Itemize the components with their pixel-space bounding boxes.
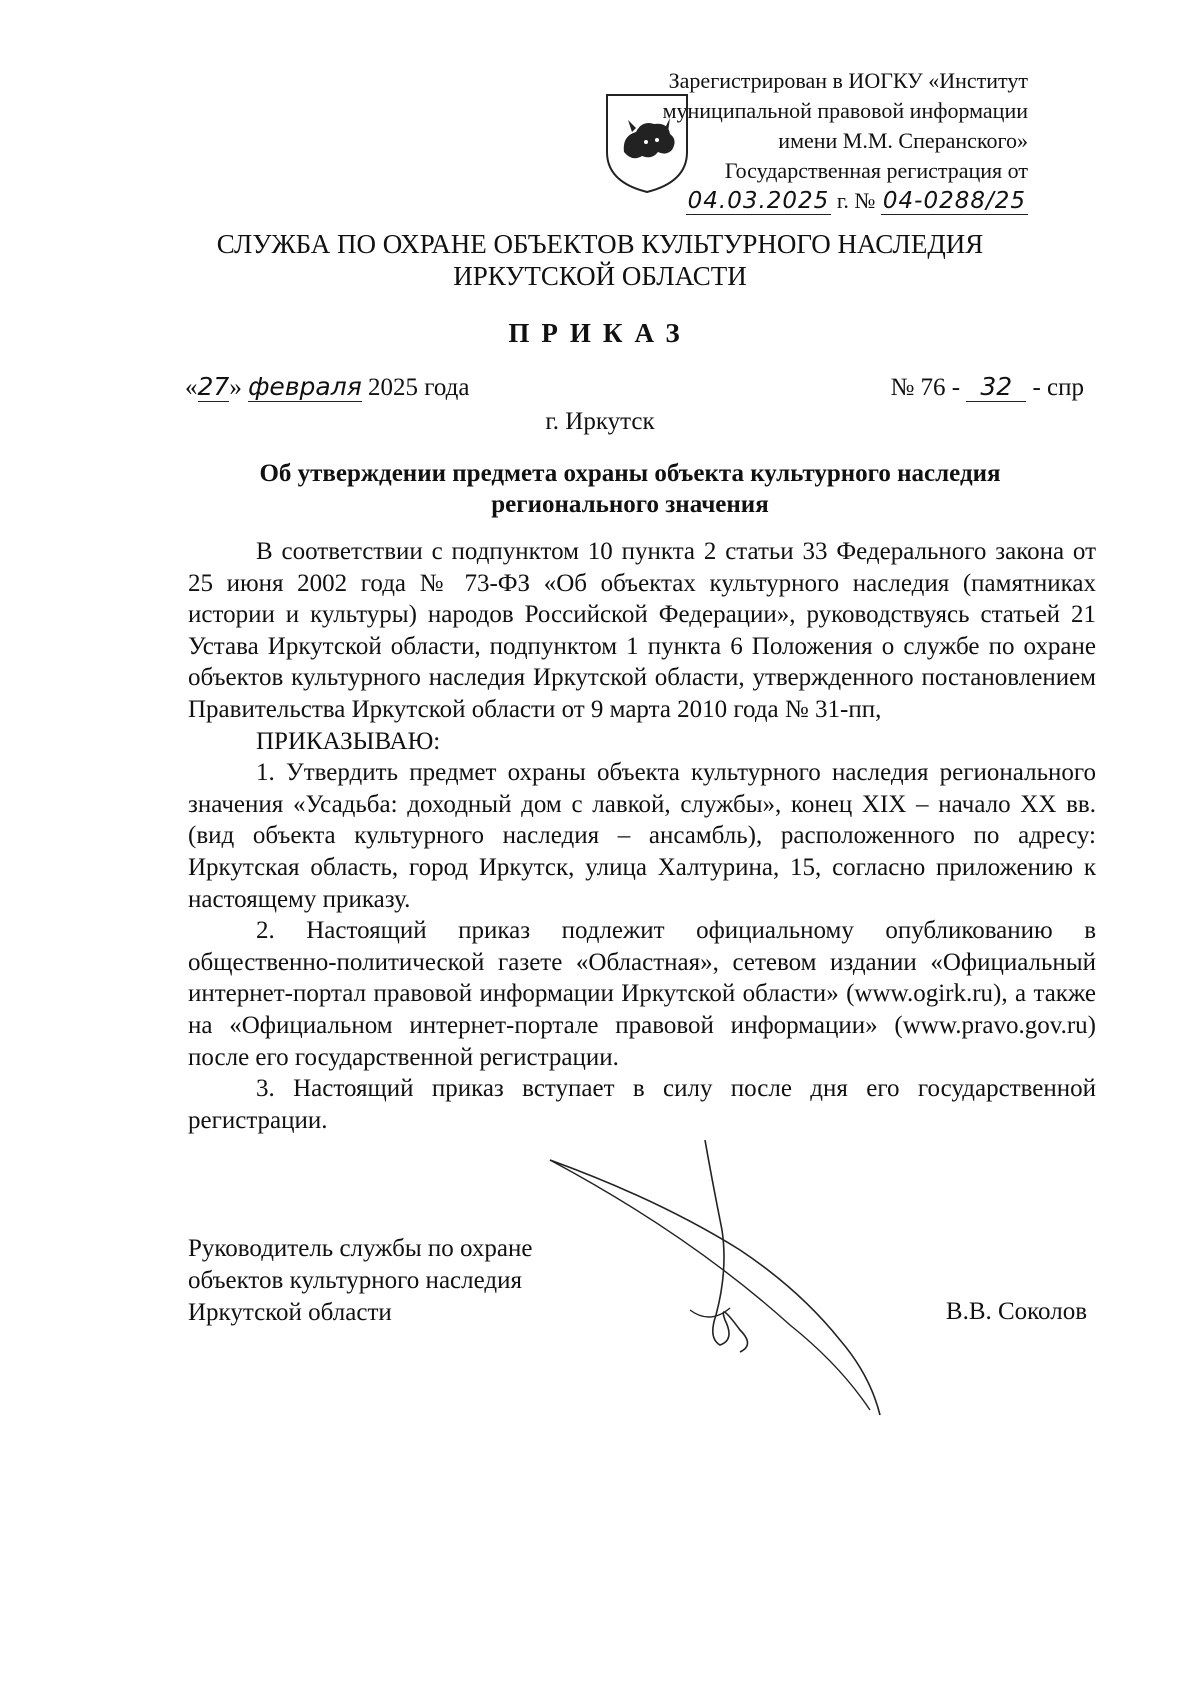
- handwritten-signature: [540, 1140, 910, 1420]
- organization-line-2: ИРКУТСКОЙ ОБЛАСТИ: [453, 261, 747, 291]
- organization-header: [0, 228, 1200, 292]
- signatory-line-2: объектов культурного наследия: [188, 1267, 522, 1294]
- number-suffix: - спр: [1026, 374, 1084, 401]
- order-date: [185, 372, 470, 402]
- registration-number: 04-0288/25: [882, 188, 1026, 214]
- city: г. Иркутск: [545, 408, 655, 435]
- document-type: ПРИКАЗ: [508, 318, 692, 348]
- order-body: [188, 536, 1096, 1136]
- order-number: [890, 372, 1084, 402]
- subject-line-2: регионального значения: [491, 491, 769, 518]
- preamble: В соответствии с подпунктом 10 пункта 2 статьи 33 Федерального закона от 25 июня 2002 года № 73-ФЗ «Об объектах культурного наследия (памятниках истории и культуры) народов Российской Федерации», руководствуясь статьей 21 Устава Иркутской области, подпунктом 1 пункта 6 Положения о службе по охране объектов культурного наследия Иркутской области, утвержденного постановлением Правительства Иркутской области от 9 марта 2010 года № 31-пп,: [188, 538, 1096, 723]
- registration-middle: г. №: [831, 188, 881, 213]
- registration-line-2: муниципальной правовой информации: [662, 98, 1028, 123]
- signatory-line-3: Иркутской области: [188, 1299, 392, 1326]
- registration-line-4: Государственная регистрация от: [724, 158, 1028, 183]
- registration-line-3: имени М.М. Сперанского»: [778, 128, 1028, 153]
- date-day: 27: [197, 372, 230, 401]
- signatory-name: В.В. Соколов: [945, 1298, 1087, 1325]
- date-year: 2025 года: [361, 374, 470, 401]
- registration-date: 04.03.2025: [687, 188, 830, 214]
- item-2: 2. Настоящий приказ подлежит официальному опубликованию в общественно-политической газете «Областная», сетевом издании «Официальный интернет-портал правовой информации Иркутской области» (www.ogirk.ru), а также на «Официальном интернет-портале правовой информации» (www.pravo.gov.ru) после его государственной регистрации.: [188, 917, 1096, 1071]
- subject-line-1: Об утверждении предмета охраны объекта культурного наследия: [259, 460, 1001, 487]
- coat-of-arms-icon: [602, 90, 692, 195]
- order-subject: [180, 458, 1080, 520]
- signatory-line-1: Руководитель службы по охране: [188, 1235, 533, 1262]
- registration-line-1: Зарегистрирован в ИОГКУ «Институт: [668, 68, 1028, 93]
- signatory-title: [188, 1233, 532, 1329]
- number-prefix: № 76 -: [890, 374, 967, 401]
- item-3: 3. Настоящий приказ вступает в силу после дня его государственной регистрации.: [188, 1075, 1096, 1134]
- organization-line-1: СЛУЖБА ПО ОХРАНЕ ОБЪЕКТОВ КУЛЬТУРНОГО НАСЛЕДИЯ: [216, 229, 984, 259]
- number-value: 32: [966, 372, 1026, 402]
- date-close-quote: »: [229, 374, 242, 401]
- date-open-quote: «: [185, 374, 198, 401]
- date-month: февраля: [248, 372, 362, 401]
- order-word: ПРИКАЗЫВАЮ:: [256, 727, 441, 755]
- item-1: 1. Утвердить предмет охраны объекта культурного наследия регионального значения «Усадьба: доходный дом с лавкой, службы», конец XIX – начало XX вв. (вид объекта культурного наследия – ансамбль), расположенного по адресу: Иркутская область, город Иркутск, улица Халтурина, 15, согласно приложению к настоящему приказу.: [188, 759, 1096, 913]
